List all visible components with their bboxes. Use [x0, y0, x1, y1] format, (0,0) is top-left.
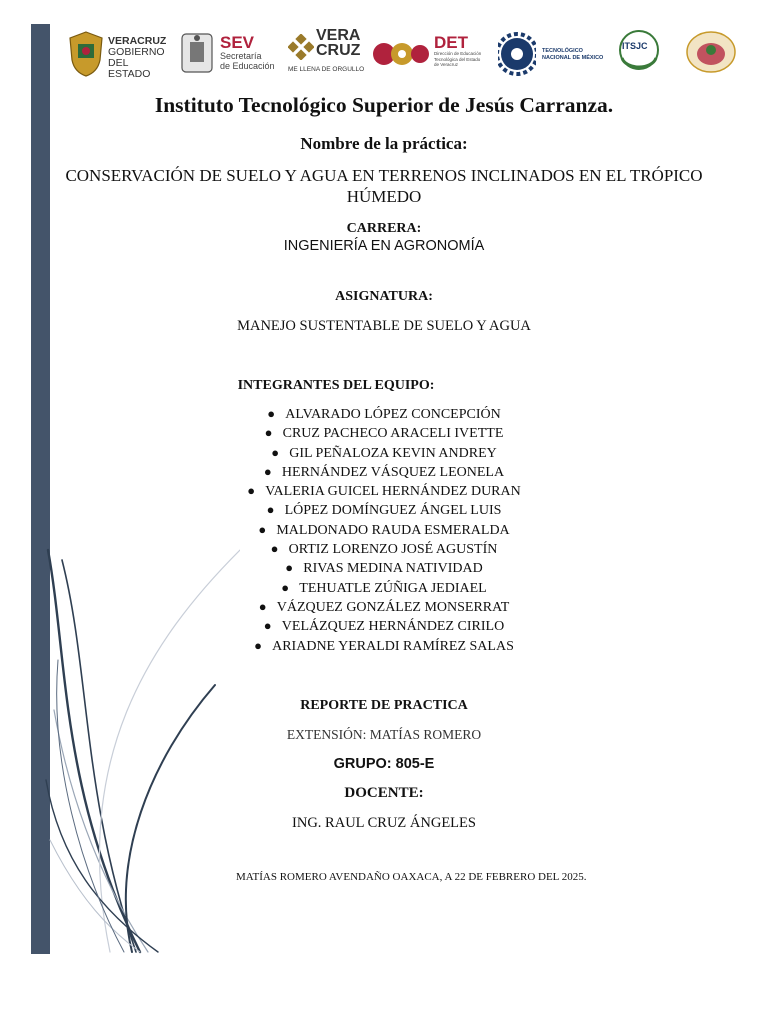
report-extension: EXTENSIÓN: MATÍAS ROMERO — [286, 727, 482, 742]
list-item: ● ORTIZ LORENZO JOSÉ AGUSTÍN — [270, 541, 498, 558]
practice-name: CONSERVACIÓN DE SUELO Y AGUA EN TERRENOS INCLINADOS EN EL TRÓPICO HÚMEDO — [65, 166, 703, 206]
report-label: REPORTE DE PRACTICA — [300, 698, 468, 713]
logo-tecnm — [496, 22, 612, 84]
veracruz-brand-line-2: CRUZ — [316, 42, 361, 59]
group-label: GRUPO: 805-E — [333, 756, 435, 772]
institute-emblem-icon — [684, 28, 738, 78]
team-members-list — [60, 404, 708, 655]
list-item: ● ARIADNE YERALDI RAMÍREZ SALAS — [254, 637, 514, 654]
list-item: ● GIL PEÑALOZA KEVIN ANDREY — [271, 444, 497, 461]
career-label: CARRERA: — [346, 221, 422, 236]
sev-line-1: Secretaría — [220, 51, 262, 61]
sev-line-2: de Educación — [220, 61, 275, 71]
det-line-1: Dirección de Educación — [434, 51, 482, 56]
subject-label: ASIGNATURA: — [335, 289, 433, 304]
list-item: ● HERNÁNDEZ VÁSQUEZ LEONELA — [263, 463, 505, 480]
det-line-2: Tecnológica del Estado — [434, 56, 481, 62]
logo-itsjc — [616, 22, 666, 84]
veracruz-line-3: DEL ESTADO — [108, 57, 151, 80]
veracruz-brand-line-1: VERA — [316, 27, 361, 44]
logo-sev — [176, 22, 282, 84]
logo-veracruz-brand — [286, 22, 370, 84]
list-item: ● ALVARADO LÓPEZ CONCEPCIÓN — [267, 406, 501, 422]
teacher-name: ING. RAUL CRUZ ÁNGELES — [292, 815, 476, 831]
det-line-3: de Veracruz — [434, 62, 459, 67]
teacher-label: DOCENTE: — [344, 785, 424, 801]
sev-title: SEV — [220, 33, 255, 52]
logo-veracruz-gobierno — [62, 22, 172, 84]
veracruz-line-2: GOBIERNO — [108, 46, 165, 58]
logo-institute-emblem — [684, 22, 740, 84]
veracruz-pattern-icon — [288, 34, 314, 60]
institute-title: Instituto Tecnológico Superior de Jesús Carranza. — [154, 93, 614, 117]
tecnm-line-1: TECNOLÓGICO — [542, 48, 583, 54]
list-item: ● VELÁZQUEZ HERNÁNDEZ CIRILO — [263, 618, 505, 635]
list-item: ● MALDONADO RAUDA ESMERALDA — [258, 521, 510, 538]
list-item: ● TEHUATLE ZÚÑIGA JEDIAEL — [281, 579, 487, 596]
tecnm-gear-icon — [498, 30, 536, 78]
det-emblem-icon — [372, 34, 430, 74]
list-item: ● LÓPEZ DOMÍNGUEZ ÁNGEL LUIS — [266, 502, 502, 519]
veracruz-line-1: VERACRUZ — [108, 35, 167, 47]
veracruz-tagline: ME LLENA DE ORGULLO — [288, 66, 365, 73]
team-label: INTEGRANTES DEL EQUIPO: — [237, 378, 435, 393]
list-item: ● VALERIA GUICEL HERNÁNDEZ DURAN — [247, 483, 521, 500]
logo-det — [372, 22, 492, 84]
itsjc-title: ITSJC — [622, 41, 648, 51]
det-title: DET — [434, 33, 468, 52]
career-value: INGENIERÍA EN AGRONOMÍA — [283, 238, 485, 254]
subject-value: MANEJO SUSTENTABLE DE SUELO Y AGUA — [237, 318, 531, 334]
practice-label: Nombre de la práctica: — [300, 134, 468, 153]
list-item: ● VÁZQUEZ GONZÁLEZ MONSERRAT — [258, 598, 510, 615]
tecnm-line-2: NACIONAL DE MÉXICO — [542, 55, 604, 61]
logo-strip — [62, 22, 748, 84]
itsjc-wreath-icon — [616, 28, 662, 78]
veracruz-shield-icon — [66, 30, 106, 78]
list-item: ● CRUZ PACHECO ARACELI IVETTE — [264, 425, 504, 442]
sev-crest-icon — [178, 28, 216, 78]
list-item: ● RIVAS MEDINA NATIVIDAD — [285, 560, 483, 577]
place-date: MATÍAS ROMERO AVENDAÑO OAXACA, A 22 DE FEBRERO DEL 2025. — [236, 871, 587, 883]
